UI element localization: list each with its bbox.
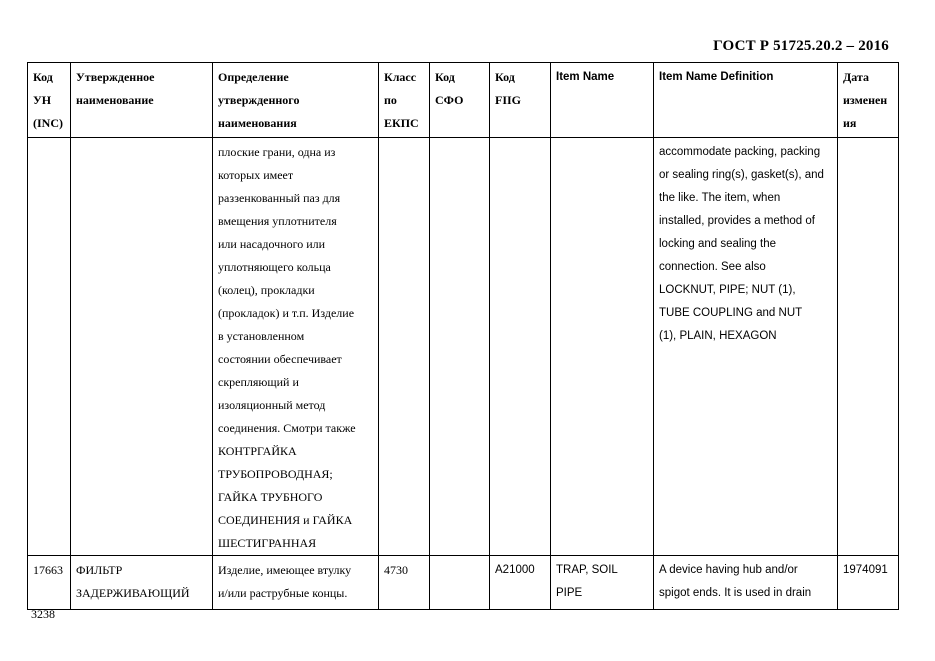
text-line: the like. The item, when: [659, 192, 781, 204]
header-approved-name: Утвержденное наименование: [71, 63, 213, 138]
header-class: Класс по ЕКПС: [379, 63, 430, 138]
cell-class: [379, 138, 430, 556]
table-row-continuation: [28, 138, 899, 556]
document-code: ГОСТ Р 51725.20.2 – 2016: [713, 38, 889, 54]
cell-approved-name: ФИЛЬТР ЗАДЕРЖИВАЮЩИЙ: [71, 556, 213, 610]
text-line: вмещения уплотнителя: [218, 214, 337, 228]
text-line: КОНТРГАЙКА: [218, 444, 297, 458]
cell-definition-en: A device having hub and/or spigot ends. It is used in drain: [654, 556, 838, 610]
cell-class: 4730: [379, 556, 430, 610]
text-line: СОЕДИНЕНИЯ и ГАЙКА: [218, 513, 353, 527]
table-header-row: [28, 63, 899, 138]
text-line: состоянии обеспечивает: [218, 352, 342, 366]
text-line: уплотняющего кольца: [218, 260, 331, 274]
cell-fiig: [490, 138, 551, 556]
text-line: скрепляющий и: [218, 375, 299, 389]
cell-definition-ru: [213, 138, 379, 556]
text-line: или насадочного или: [218, 237, 326, 251]
text-line: connection. See also: [659, 261, 766, 273]
text-line: которых имеет: [218, 168, 294, 182]
header-sfo: Код СФО: [430, 63, 490, 138]
catalog-table: [27, 62, 899, 610]
table-row: [28, 556, 899, 610]
header-fiig: Код FIIG: [490, 63, 551, 138]
text-line: or sealing ring(s), gasket(s), and: [659, 169, 824, 181]
page-number: 3238: [31, 607, 55, 621]
cell-fiig: A21000: [490, 556, 551, 610]
header-definition: Определение утвержденного наименования: [213, 63, 379, 138]
cell-inc: 17663: [28, 556, 71, 610]
text-line: изоляционный метод: [218, 398, 326, 412]
text-line: (прокладок) и т.п. Изделие: [218, 306, 355, 320]
header-inc: Код УН (INC): [28, 63, 71, 138]
text-line: ТРУБОПРОВОДНАЯ;: [218, 467, 333, 481]
text-line: в установленном: [218, 329, 305, 343]
cell-definition-en: [654, 138, 838, 556]
text-line: плоские грани, одна из: [218, 145, 336, 159]
text-line: LOCKNUT, PIPE; NUT (1),: [659, 284, 796, 296]
header-item-name-definition: Item Name Definition: [654, 63, 838, 138]
cell-approved-name: [71, 138, 213, 556]
text-line: installed, provides a method of: [659, 215, 815, 227]
cell-sfo: [430, 556, 490, 610]
text-line: locking and sealing the: [659, 238, 776, 250]
cell-date: 1974091: [838, 556, 899, 610]
cell-item-name: TRAP, SOIL PIPE: [551, 556, 654, 610]
text-line: TUBE COUPLING and NUT: [659, 307, 803, 319]
text-line: соединения. Смотри также: [218, 421, 356, 435]
header-item-name: Item Name: [551, 63, 654, 138]
text-line: (1), PLAIN, HEXAGON: [659, 330, 777, 342]
cell-sfo: [430, 138, 490, 556]
cell-inc: [28, 138, 71, 556]
text-line: accommodate packing, packing: [659, 146, 821, 158]
text-line: (колец), прокладки: [218, 283, 315, 297]
cell-date: [838, 138, 899, 556]
cell-definition-ru: Изделие, имеющее втулку и/или раструбные концы.: [213, 556, 379, 610]
text-line: ГАЙКА ТРУБНОГО: [218, 490, 323, 504]
cell-item-name: [551, 138, 654, 556]
header-date: Дата изменен ия: [838, 63, 899, 138]
text-line: ШЕСТИГРАННАЯ: [218, 536, 317, 550]
text-line: раззенкованный паз для: [218, 191, 341, 205]
